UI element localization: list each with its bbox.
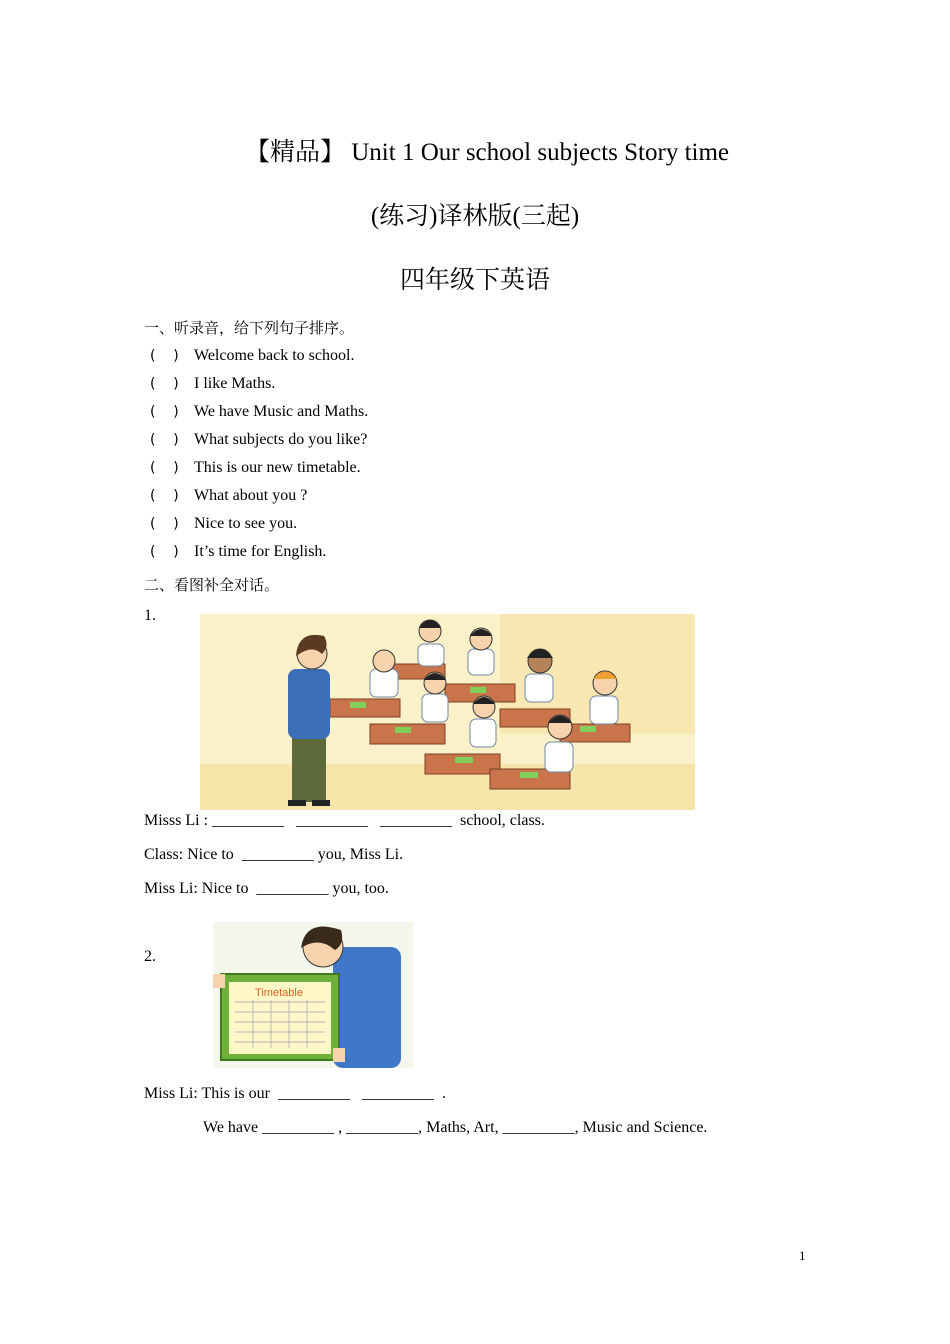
section-1-heading: 一、听录音，给下列句子排序。	[144, 319, 355, 337]
ordering-item: ( ) We have Music and Maths.	[150, 403, 369, 420]
question-1-number: 1.	[144, 607, 156, 624]
ordering-item: ( ) This is our new timetable.	[150, 459, 361, 476]
page-number: 1	[799, 1248, 806, 1263]
timetable-illustration	[213, 922, 413, 1068]
question-2-number: 2.	[144, 948, 156, 965]
ordering-item: ( ) Nice to see you.	[150, 515, 298, 532]
dialogue-line: Miss Li: This is our _________ _________ .	[144, 1085, 446, 1102]
document-title-line-2: (练习)译林版(三起)	[370, 203, 580, 230]
dialogue-line: We have _________ , _________, Maths, Art, _________, Music and Science.	[203, 1119, 708, 1136]
ordering-item: ( ) Welcome back to school.	[150, 347, 355, 364]
classroom-illustration	[200, 614, 695, 810]
ordering-item: ( ) What about you ?	[150, 487, 308, 504]
dialogue-line: Misss Li : _________ _________ _________ school, class.	[144, 812, 545, 829]
dialogue-line: Class: Nice to _________ you, Miss Li.	[144, 846, 404, 863]
ordering-item: ( ) I like Maths.	[150, 375, 276, 392]
document-title-line-3: 四年级下英语	[399, 267, 550, 294]
dialogue-line: Miss Li: Nice to _________ you, too.	[144, 880, 389, 897]
document-title-line-1: 【精品】 Unit 1 Our school subjects Story time	[245, 139, 729, 166]
timetable-label: Timetable	[255, 987, 303, 999]
section-2-heading: 二、看图补全对话。	[144, 576, 280, 594]
ordering-item: ( ) It’s time for English.	[150, 543, 327, 560]
ordering-item: ( ) What subjects do you like?	[150, 431, 368, 448]
